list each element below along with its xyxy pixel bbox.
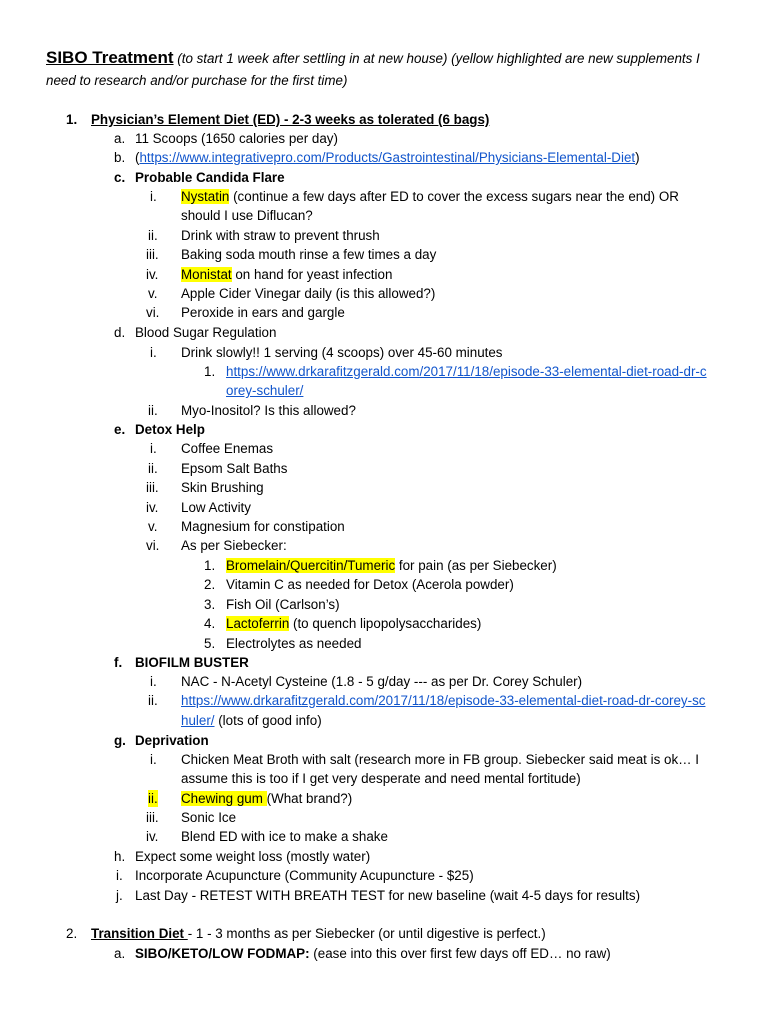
list-marker: i. xyxy=(116,868,123,883)
list-item: Vitamin C as needed for Detox (Acerola powder) xyxy=(226,577,514,592)
list-item: Chicken Meat Broth with salt (research more in FB group. Siebecker said meat is ok… I xyxy=(181,752,699,767)
list-item: Last Day - RETEST WITH BREATH TEST for new baseline (wait 4-5 days for results) xyxy=(135,888,641,903)
subsection-label: Probable Candida Flare xyxy=(135,170,285,185)
list-marker: c. xyxy=(114,170,126,185)
highlighted-supplement: Bromelain/Quercitin/Tumeric xyxy=(226,558,396,573)
list-marker: 5. xyxy=(204,636,216,651)
elemental-diet-link[interactable]: https://www.integrativepro.com/Products/Gastrointestinal/Physicians-Elemental-Diet xyxy=(139,150,636,165)
list-item: Drink slowly!! 1 serving (4 scoops) over 45-60 minutes xyxy=(181,345,503,360)
list-item xyxy=(226,557,557,574)
highlighted-supplement: Nystatin xyxy=(181,189,230,204)
list-item: Low Activity xyxy=(181,500,251,515)
list-item-continued: should I use Diflucan? xyxy=(181,208,313,223)
paren-close: ) xyxy=(635,150,640,165)
list-item: Epsom Salt Baths xyxy=(181,461,288,476)
list-item: Magnesium for constipation xyxy=(181,519,345,534)
subsection-label: Blood Sugar Regulation xyxy=(135,325,277,340)
list-marker: iii. xyxy=(146,810,159,825)
list-item: Fish Oil (Carlson’s) xyxy=(226,597,340,612)
subsection-label: Detox Help xyxy=(135,422,205,437)
list-item-continued xyxy=(181,712,322,729)
podcast-link-continued[interactable]: huler/ xyxy=(181,713,215,728)
list-item xyxy=(135,149,640,166)
section-heading: Physician’s Element Diet (ED) - 2-3 weeks as tolerated (6 bags) xyxy=(91,112,490,127)
list-item xyxy=(181,266,392,283)
list-item: Sonic Ice xyxy=(181,810,237,825)
item-text: (to quench lipopolysaccharides) xyxy=(289,616,482,631)
list-item: Skin Brushing xyxy=(181,480,264,495)
item-text: on hand for yeast infection xyxy=(231,267,393,282)
list-item: Myo-Inositol? Is this allowed? xyxy=(181,403,356,418)
list-item-continued: assume this is too if I get very desperate and need mental fortitude) xyxy=(181,771,581,786)
section-number: 1. xyxy=(66,112,78,127)
section-line xyxy=(91,925,546,942)
list-marker: a. xyxy=(114,946,126,961)
list-item xyxy=(181,790,352,807)
list-marker: d. xyxy=(114,325,126,340)
title-note: (to start 1 week after settling in at new house) (yellow highlighted are new supplements I xyxy=(173,51,700,66)
item-text: for pain (as per Siebecker) xyxy=(395,558,557,573)
list-marker: iv. xyxy=(146,267,159,282)
list-marker: iii. xyxy=(146,480,159,495)
list-item: As per Siebecker: xyxy=(181,538,287,553)
highlighted-supplement: Chewing gum xyxy=(181,791,267,806)
list-marker: ii. xyxy=(148,461,158,476)
section-heading: Transition Diet xyxy=(91,926,188,941)
list-marker: ii. xyxy=(148,693,158,708)
list-item xyxy=(226,615,481,632)
item-text: (ease into this over first few days off ED… no raw) xyxy=(309,946,611,961)
list-marker: 4. xyxy=(204,616,216,631)
item-text: (What brand?) xyxy=(266,791,353,806)
list-marker: i. xyxy=(150,752,157,767)
list-item: Expect some weight loss (mostly water) xyxy=(135,849,371,864)
list-item: Incorporate Acupuncture (Community Acupuncture - $25) xyxy=(135,868,474,883)
list-item xyxy=(135,945,611,962)
list-marker: i. xyxy=(150,189,157,204)
item-text: (lots of good info) xyxy=(214,713,322,728)
list-marker: iv. xyxy=(146,829,159,844)
title-line xyxy=(46,48,700,68)
list-marker: h. xyxy=(114,849,126,864)
section-number: 2. xyxy=(66,926,78,941)
subsection-label: SIBO/KETO/LOW FODMAP: xyxy=(135,946,310,961)
list-marker: iii. xyxy=(146,247,159,262)
list-marker: 1. xyxy=(204,364,216,379)
list-item: Drink with straw to prevent thrush xyxy=(181,228,380,243)
list-marker: j. xyxy=(116,888,123,903)
subsection-label: BIOFILM BUSTER xyxy=(135,655,249,670)
list-marker: vi. xyxy=(146,538,160,553)
section-text: - 1 - 3 months as per Siebecker (or until digestive is perfect.) xyxy=(187,926,546,941)
list-marker: vi. xyxy=(146,305,160,320)
paren-open: ( xyxy=(135,150,140,165)
podcast-link[interactable]: https://www.drkarafitzgerald.com/2017/11/18/episode-33-elemental-diet-road-dr-corey-sc xyxy=(181,693,706,708)
list-marker: i. xyxy=(150,441,157,456)
subsection-label: Deprivation xyxy=(135,733,209,748)
list-marker: f. xyxy=(114,655,123,670)
list-item xyxy=(181,188,679,205)
list-item: NAC - N-Acetyl Cysteine (1.8 - 5 g/day --- as per Dr. Corey Schuler) xyxy=(181,674,583,689)
podcast-link-continued[interactable]: orey-schuler/ xyxy=(226,383,304,398)
list-marker: ii. xyxy=(148,228,158,243)
list-marker: ii. xyxy=(148,791,158,806)
highlighted-supplement: Monistat xyxy=(181,267,232,282)
list-marker: a. xyxy=(114,131,126,146)
list-marker: i. xyxy=(150,345,157,360)
list-marker: b. xyxy=(114,150,126,165)
highlighted-supplement: Lactoferrin xyxy=(226,616,290,631)
list-marker: g. xyxy=(114,733,126,748)
list-marker: iv. xyxy=(146,500,159,515)
list-item: Blend ED with ice to make a shake xyxy=(181,829,388,844)
title-note-continued: need to research and/or purchase for the first time) xyxy=(46,73,348,88)
document-title: SIBO Treatment xyxy=(46,48,174,67)
list-marker: e. xyxy=(114,422,126,437)
list-marker: i. xyxy=(150,674,157,689)
item-text: (continue a few days after ED to cover the excess sugars near the end) OR xyxy=(229,189,679,204)
list-marker: ii. xyxy=(148,403,158,418)
list-marker: v. xyxy=(148,519,158,534)
podcast-link[interactable]: https://www.drkarafitzgerald.com/2017/11/18/episode-33-elemental-diet-road-dr-c xyxy=(226,364,707,379)
list-item: Electrolytes as needed xyxy=(226,636,362,651)
list-item: Coffee Enemas xyxy=(181,441,274,456)
list-marker: 2. xyxy=(204,577,216,592)
list-item: Peroxide in ears and gargle xyxy=(181,305,345,320)
list-item: Baking soda mouth rinse a few times a day xyxy=(181,247,437,262)
list-item: 11 Scoops (1650 calories per day) xyxy=(135,131,338,146)
list-marker: v. xyxy=(148,286,158,301)
list-marker: 1. xyxy=(204,558,216,573)
list-marker: 3. xyxy=(204,597,216,612)
list-item: Apple Cider Vinegar daily (is this allowed?) xyxy=(181,286,436,301)
